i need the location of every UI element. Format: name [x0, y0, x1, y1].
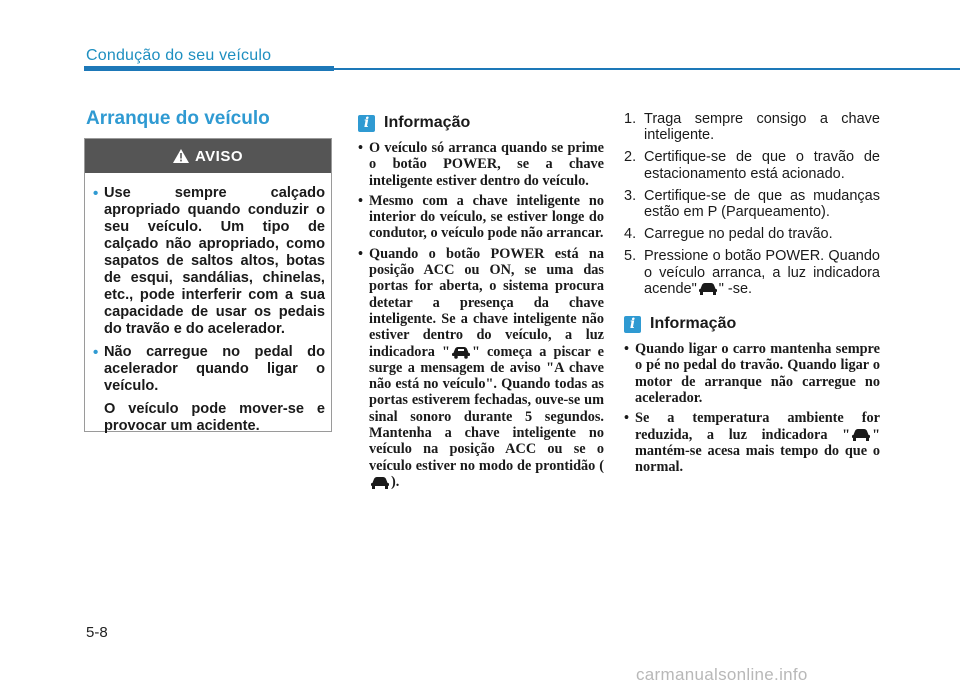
header-rule-thick — [84, 66, 334, 71]
bullet-icon: • — [358, 192, 364, 209]
key-car-indicator-icon — [450, 345, 472, 359]
ready-car-indicator-icon — [697, 282, 719, 296]
step-number: 4. — [624, 226, 637, 243]
info-title: Informação — [650, 315, 737, 333]
chapter-title: Condução do seu veículo — [86, 47, 272, 64]
list-item-text — [635, 410, 880, 475]
list-item-text — [369, 246, 604, 490]
list-item — [624, 226, 880, 242]
warning-item — [93, 185, 325, 338]
step-number: 3. — [624, 187, 637, 204]
ready-car-indicator-icon — [850, 428, 872, 442]
warning-header — [85, 139, 331, 173]
header-rule-thin — [334, 68, 960, 70]
bullet-icon: • — [358, 140, 364, 156]
text-part: Se a temperatura ambiente for reduzida, a luz indicadora " — [635, 410, 880, 443]
ready-car-indicator-icon — [369, 476, 391, 490]
list-item — [624, 188, 880, 220]
list-item-text: Quando ligar o carro mantenha sempre o pé no pedal do travão. Quando ligar o motor de arranque não carregue no acelerador. — [635, 341, 880, 406]
warning-item-text: Não carregue no pedal do acelerador quando ligar o veículo. — [104, 344, 325, 394]
bullet-icon: • — [358, 245, 364, 262]
list-item — [624, 149, 880, 181]
warning-box — [84, 138, 332, 432]
text-part: Pressione o botão POWER. Quando o veículo arranca, a luz indicadora acende" — [644, 248, 880, 297]
step-text: Certifique-se de que o travão de estacionamento está acionado. — [644, 149, 880, 182]
info-list — [358, 140, 604, 490]
list-item — [624, 111, 880, 143]
step-text: Carregue no pedal do travão. — [644, 226, 833, 243]
bullet-icon: • — [624, 410, 630, 427]
step-number: 1. — [624, 111, 637, 127]
info-list — [624, 341, 880, 475]
text-part: " mantém-se acesa mais tempo do que o normal. — [635, 426, 880, 476]
steps-list — [624, 111, 880, 297]
step-text — [644, 248, 880, 297]
info-icon: i — [624, 316, 641, 333]
list-item — [624, 341, 880, 406]
step-text: Traga sempre consigo a chave inteligente. — [644, 111, 880, 144]
warning-item — [93, 344, 325, 395]
section-title: Arranque do veículo — [86, 108, 270, 129]
warning-label: AVISO — [194, 147, 244, 165]
info-heading — [358, 114, 604, 132]
info-heading — [624, 315, 880, 333]
list-item-text: O veículo só arranca quando se prime o botão POWER, se a chave inteligente estiver dentro do veículo. — [369, 140, 604, 189]
list-item-text: Mesmo com a chave inteligente no interior do veículo, se estiver longe do condutor, o veículo pode não arrancar. — [369, 192, 604, 242]
info-icon: i — [358, 115, 375, 132]
info-block-1 — [358, 114, 604, 494]
page-number: 5-8 — [86, 624, 108, 641]
text-part: Quando o botão POWER está na posição ACC ou ON, se uma das portas for aberta, o sistema procura detetar a presença da chave inteligente. Se a chave inteligente não estiver dentro do veículo, a luz indicadora " — [369, 245, 604, 360]
bullet-icon: • — [93, 185, 99, 202]
start-steps — [624, 111, 880, 479]
info-title: Informação — [384, 114, 471, 131]
step-number: 5. — [624, 248, 637, 265]
step-text: Certifique-se de que as mudanças estão em P (Parqueamento). — [644, 187, 880, 221]
list-item — [358, 193, 604, 242]
list-item — [358, 140, 604, 189]
warning-consequence: O veículo pode mover-se e provocar um acidente. — [104, 401, 325, 434]
warning-item-text: Use sempre calçado apropriado quando conduzir o seu veículo. Um tipo de calçado não apropriado, como sapatos de saltos altos, botas de esqui, sandálias, chinelas, etc., pode interferir com a sua capacidade de usar os pedais do travão e do acelerador. — [104, 185, 325, 337]
warning-triangle-icon — [173, 149, 189, 163]
list-item — [358, 246, 604, 490]
list-item — [624, 410, 880, 475]
step-number: 2. — [624, 149, 637, 166]
text-part: ). — [391, 473, 400, 490]
bullet-icon: • — [624, 341, 630, 358]
warning-body — [93, 185, 325, 435]
text-part: " -se. — [718, 280, 753, 297]
list-item — [624, 248, 880, 297]
text-part: " começa a piscar e surge a mensagem de aviso "A chave não está no veículo". Quando todas as portas estiverem fechadas, ouve-se um sinal sonoro durante 5 segundos. Mantenha a chave inteligente no veículo na posição ACC ou se o veículo estiver no modo de prontidão ( — [369, 343, 604, 474]
watermark: carmanualsonline.info — [636, 665, 808, 684]
bullet-icon: • — [93, 344, 99, 361]
